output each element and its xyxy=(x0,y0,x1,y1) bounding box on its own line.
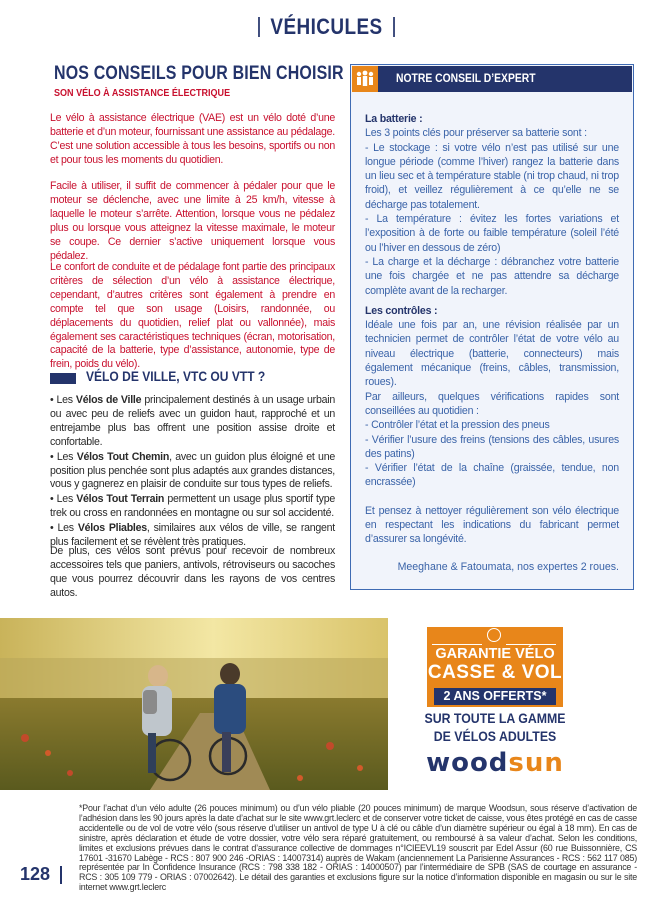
badge-divider xyxy=(432,644,482,645)
page-number: 128 xyxy=(20,864,51,884)
expert-signature: Meeghane & Fatoumata, nos expertes 2 roues. xyxy=(397,561,619,573)
sun-icon xyxy=(487,628,501,642)
battery-intro: Les 3 points clés pour préserver sa batterie sont : xyxy=(365,127,587,140)
list-item: • Les Vélos de Ville principalement destinés à un usage urbain ou avec peu de reliefs avec un guidon haut, rapproché et un entrejambe plus bas offrent une position assise droite et confortable. xyxy=(50,394,335,448)
controls-heading: Les contrôles : xyxy=(365,304,438,317)
section-title xyxy=(46,14,608,40)
controls-text: Idéale une fois par an, une révision réalisée par un technicien permet de contrôler l’état de votre vélo au niveau électrique (batterie, connecteurs) mais également mécanique (freins, câbles, transmission, roues). xyxy=(365,319,619,389)
page-subtitle: SON VÉLO À ASSISTANCE ÉLECTRIQUE xyxy=(54,87,231,99)
warranty-offer: 2 ANS OFFERTS* xyxy=(443,689,547,703)
warranty-title: GARANTIE VÉLO xyxy=(435,646,555,662)
promo-target: DE VÉLOS ADULTES xyxy=(433,728,557,744)
battery-heading: La batterie : xyxy=(365,113,423,125)
bike-type-heading-text: VÉLO DE VILLE, VTC OU VTT ? xyxy=(86,368,266,384)
accessories-paragraph: De plus, ces vélos sont prévus pour recevoir de nombreux accessoires tels que paniers, antivols, rétroviseurs ou sacoches que vous pourrez découvrir dans les rayons de vos centres autos. xyxy=(50,545,335,599)
closing-advice: Et pensez à nettoyer régulièrement son vélo électrique en respectant les indications du fabricant permet d’assurer sa longévité. xyxy=(365,504,619,546)
title-divider xyxy=(393,17,395,37)
controls-text: Par ailleurs, quelques vérifications rapides sont conseillées au quotidien : xyxy=(365,390,619,417)
legal-footnote: *Pour l’achat d’un vélo adulte (26 pouces minimum) ou d’un vélo pliable (20 pouces minimum) de marque Woodsun, sous réserve d’activation de l’adhésion dans les 90 jours après la date d’achat sur le site www.grt.leclerc et de conserver votre ticket de caisse, vous êtes protégé en cas de casse accidentelle ou de vol de votre vélo (sous réserve d’utiliser un antivol de type U à clé ou câble d’un diamètre supérieur ou égal à 18 mm). En cas de sinistre, après déclaration et étude de votre dossier, votre vélo sera réparé gratuitement, ou remboursé à sa valeur d’achat. Selon les conditions, limites et exclusions prévues dans le contrat d’assurance collective de dommages n°ICIEEVL19 souscrit par Edel Assur (60 rue Buissonnière, CS 17601 -31670 Labège - RCS : 807 900 246 -ORIAS : 14007314) auprès de Wakam (anciennement La Parisienne Assurances - RCS : 562 117 085) représentée par In Confidence Insurance (RCS : 798 338 182 - ORIAS : 14000507) par l’intermédiaire de SPB (SAS de courtage en assurance - RCS : 305 109 779 - ORIAS : 07002642). Le détail des garanties et exclusions figure sur la notice d’information disponible en magasin ou sur le site internet www.grt.leclerc xyxy=(79,803,637,893)
heading-bar xyxy=(50,373,76,384)
warranty-coverage: CASSE & VOL xyxy=(427,662,563,683)
page-divider xyxy=(60,866,62,884)
controls-text: - Vérifier l’usure des freins (tensions des câbles, usures des patins) xyxy=(365,433,619,460)
promo-range: SUR TOUTE LA GAMME xyxy=(424,710,566,726)
list-item: • Les Vélos Tout Terrain permettent un usage plus sportif type trek ou cross en randonnées en montagne ou sur sol accidenté. xyxy=(50,493,335,520)
expert-panel-title: NOTRE CONSEIL D’EXPERT xyxy=(396,73,536,85)
battery-tip: - Le stockage : si votre vélo n’est pas utilisé sur une longue période (comme l’hiver) rangez la batterie dans un lieu sec et à température stable (ni trop chaud, ni trop froid), et veillez régulièrement à ce qu’elle ne se décharge pas totalement. xyxy=(365,141,619,211)
woodsun-logo: woodsun xyxy=(426,748,564,778)
intro-paragraph: Le vélo à assistance électrique (VAE) est un vélo doté d’une batterie et d’un moteur, fournissant une assistance au pédalage. C’est une solution accessible à tous les besoins, sportifs ou non et pour tous les moments du quotidien. xyxy=(50,112,335,166)
criteria-paragraph: Le confort de conduite et de pédalage font partie des principaux critères de sélection d’un vélo à assistance électrique, cependant, d’autres critères sont également à prendre en compte tel que son usage (Loisirs, randonnée, ou déplacements du quotidien, relief plat ou vallonnée), mais également ses caractéristiques techniques (écran, motorisation, capacité de la batterie, type d’assistance, autonomie, type de frein, poids du vélo). xyxy=(50,261,335,371)
usage-paragraph: Facile à utiliser, il suffit de commencer à pédaler pour que le moteur se déclenche, avec une limite à 25 km/h, vitesse à laquelle le moteur s’arrête. Attention, lorsque vous ne pédalez plus ou lorsque vous atteignez la vitesse maximale, le moteur se coupe. Ce dernier s’active uniquement lorsque vous pédalez. xyxy=(50,180,335,262)
list-item: • Les Vélos Pliables, similaires aux vélos de ville, se rangent plus facilement et se révèlent très pratiques. xyxy=(50,522,335,549)
expert-advice xyxy=(365,112,619,547)
people-icon xyxy=(352,66,378,92)
controls-text: - Vérifier l’état de la chaîne (graissée, tendue, non encrassée) xyxy=(365,462,619,489)
title-divider xyxy=(258,17,260,37)
cyclists-photo xyxy=(0,618,388,790)
controls-text: - Contrôler l’état et la pression des pneus xyxy=(365,419,550,432)
list-item: • Les Vélos Tout Chemin, avec un guidon plus éloigné et une position plus penchée sont plus adaptés aux grandes distances, vous y gagnerez en plaisir de conduite sur tous types de reliefs. xyxy=(50,450,335,491)
badge-divider xyxy=(506,644,556,645)
page-title: NOS CONSEILS POUR BIEN CHOISIR xyxy=(54,63,344,84)
battery-tip: - La charge et la décharge : débranchez votre batterie une fois chargée et ne pas attendre sa décharge complète avant de la recharger. xyxy=(365,255,619,297)
battery-tip: - La température : évitez les fortes variations et l’exposition à de forte ou faible température (soleil l’été ou l’hiver en dessous de zéro) xyxy=(365,213,619,254)
section-title-text: VÉHICULES xyxy=(270,14,383,39)
bike-type-list xyxy=(50,394,335,551)
